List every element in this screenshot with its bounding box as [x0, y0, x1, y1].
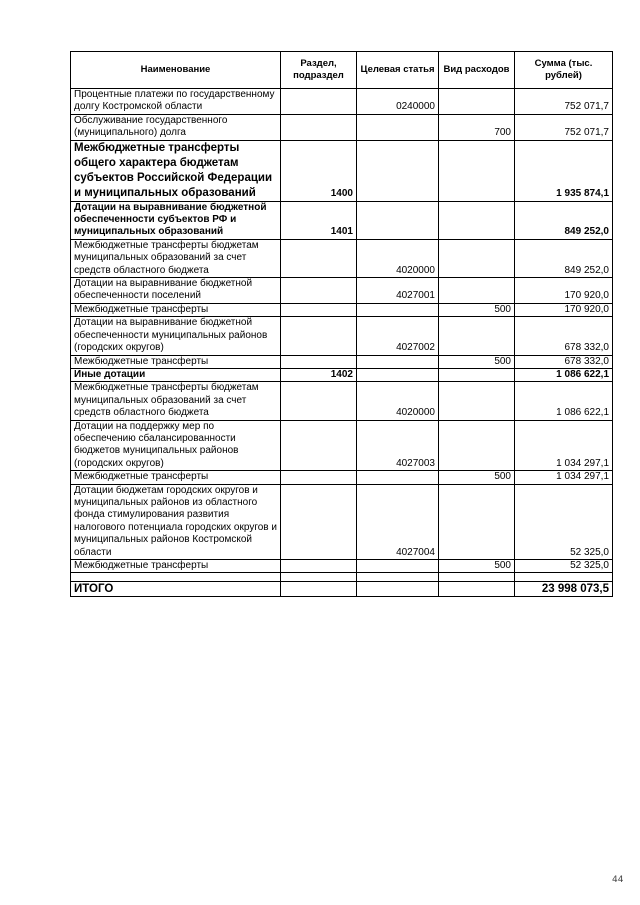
row-section — [281, 303, 357, 316]
table-row — [71, 368, 613, 381]
page-number: 44 — [612, 875, 624, 885]
table-row — [71, 239, 613, 277]
row-section — [281, 239, 357, 277]
row-target — [357, 303, 439, 316]
row-section — [281, 382, 357, 420]
table-row — [71, 89, 613, 115]
row-expense — [439, 89, 515, 115]
row-name: Межбюджетные трансферты — [71, 560, 281, 573]
row-expense: 500 — [439, 560, 515, 573]
row-target: 4027004 — [357, 484, 439, 559]
budget-table — [70, 51, 613, 597]
row-name: Иные дотации — [71, 368, 281, 381]
table-row — [71, 140, 613, 201]
row-target — [357, 560, 439, 573]
table-row — [71, 303, 613, 316]
row-name: Дотации на поддержку мер по обеспечению сбалансированности бюджетов муниципальных районов (городских округов) — [71, 420, 281, 471]
row-target — [357, 114, 439, 140]
row-expense: 500 — [439, 471, 515, 484]
row-name: Межбюджетные трансферты — [71, 471, 281, 484]
row-section — [281, 355, 357, 368]
header-target: Целевая статья — [357, 52, 439, 89]
empty-cell — [71, 573, 281, 582]
row-section — [281, 278, 357, 304]
row-expense: 500 — [439, 355, 515, 368]
row-target: 4027001 — [357, 278, 439, 304]
table-row — [71, 382, 613, 420]
row-expense — [439, 368, 515, 381]
row-target: 4020000 — [357, 239, 439, 277]
row-expense: 700 — [439, 114, 515, 140]
row-sum: 1 086 622,1 — [515, 382, 613, 420]
row-sum: 170 920,0 — [515, 303, 613, 316]
row-sum: 1 034 297,1 — [515, 471, 613, 484]
row-sum: 1 086 622,1 — [515, 368, 613, 381]
empty-cell — [439, 582, 515, 597]
empty-cell — [357, 573, 439, 582]
row-section — [281, 89, 357, 115]
row-sum: 1 935 874,1 — [515, 140, 613, 201]
row-expense — [439, 382, 515, 420]
row-sum: 752 071,7 — [515, 89, 613, 115]
header-name: Наименование — [71, 52, 281, 89]
row-section — [281, 420, 357, 471]
row-name: Межбюджетные трансферты — [71, 303, 281, 316]
row-target — [357, 471, 439, 484]
row-sum: 170 920,0 — [515, 278, 613, 304]
row-name: Дотации бюджетам городских округов и муниципальных районов из областного фонда стимулирования развития налогового потенциала городских округов и муниципальных районов Костромской области — [71, 484, 281, 559]
table-row — [71, 201, 613, 239]
row-name: Процентные платежи по государственному долгу Костромской области — [71, 89, 281, 115]
table-row — [71, 484, 613, 559]
row-section: 1400 — [281, 140, 357, 201]
empty-cell — [281, 573, 357, 582]
row-expense — [439, 420, 515, 471]
table-header-row — [71, 52, 613, 89]
row-name: Дотации на выравнивание бюджетной обеспеченности субъектов РФ и муниципальных образований — [71, 201, 281, 239]
empty-cell — [515, 573, 613, 582]
empty-cell — [281, 582, 357, 597]
header-sum: Сумма (тыс. рублей) — [515, 52, 613, 89]
empty-cell — [357, 582, 439, 597]
row-target — [357, 355, 439, 368]
row-sum: 52 325,0 — [515, 484, 613, 559]
row-target — [357, 201, 439, 239]
row-target: 4027003 — [357, 420, 439, 471]
row-section: 1402 — [281, 368, 357, 381]
row-section — [281, 471, 357, 484]
row-section — [281, 560, 357, 573]
row-sum: 849 252,0 — [515, 239, 613, 277]
row-target: 4027002 — [357, 317, 439, 355]
table-row — [71, 317, 613, 355]
row-expense — [439, 484, 515, 559]
row-expense — [439, 140, 515, 201]
empty-cell — [439, 573, 515, 582]
row-expense — [439, 239, 515, 277]
row-name: Дотации на выравнивание бюджетной обеспеченности муниципальных районов (городских округов) — [71, 317, 281, 355]
row-expense — [439, 278, 515, 304]
row-sum: 849 252,0 — [515, 201, 613, 239]
table-row — [71, 420, 613, 471]
row-name: Межбюджетные трансферты — [71, 355, 281, 368]
total-row — [71, 582, 613, 597]
header-expense: Вид расходов — [439, 52, 515, 89]
row-target: 4020000 — [357, 382, 439, 420]
total-sum: 23 998 073,5 — [515, 582, 613, 597]
table-row — [71, 560, 613, 573]
row-name: Межбюджетные трансферты бюджетам муниципальных образований за счет средств областного бюджета — [71, 382, 281, 420]
row-name: Дотации на выравнивание бюджетной обеспеченности поселений — [71, 278, 281, 304]
row-sum: 678 332,0 — [515, 317, 613, 355]
row-target — [357, 140, 439, 201]
empty-row — [71, 573, 613, 582]
row-sum: 1 034 297,1 — [515, 420, 613, 471]
row-section — [281, 114, 357, 140]
row-section — [281, 317, 357, 355]
row-name: Межбюджетные трансферты бюджетам муниципальных образований за счет средств областного бюджета — [71, 239, 281, 277]
row-sum: 52 325,0 — [515, 560, 613, 573]
table-row — [71, 471, 613, 484]
row-target — [357, 368, 439, 381]
table-row — [71, 355, 613, 368]
row-section — [281, 484, 357, 559]
row-sum: 678 332,0 — [515, 355, 613, 368]
row-name: Обслуживание государственного (муниципального) долга — [71, 114, 281, 140]
header-section: Раздел, подраздел — [281, 52, 357, 89]
table-row — [71, 114, 613, 140]
row-name: Межбюджетные трансферты общего характера бюджетам субъектов Российской Федерации и муниципальных образований — [71, 140, 281, 201]
total-label: ИТОГО — [71, 582, 281, 597]
row-expense — [439, 201, 515, 239]
row-expense — [439, 317, 515, 355]
row-target: 0240000 — [357, 89, 439, 115]
row-expense: 500 — [439, 303, 515, 316]
row-section: 1401 — [281, 201, 357, 239]
row-sum: 752 071,7 — [515, 114, 613, 140]
table-row — [71, 278, 613, 304]
